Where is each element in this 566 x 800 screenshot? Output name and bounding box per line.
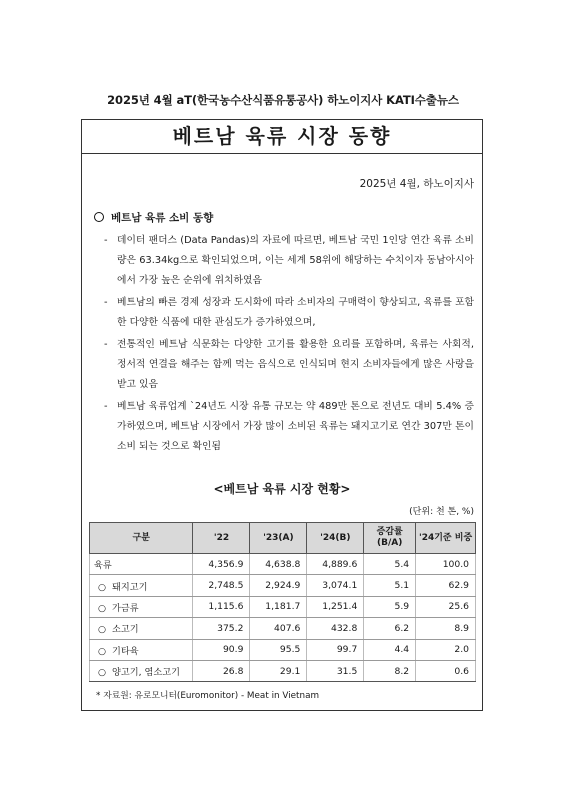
cell-v23: 29.1 [250, 660, 307, 681]
meat-market-table [89, 522, 476, 682]
bullet-text: 베트남의 빠른 경제 성장과 도시화에 따라 소비자의 구매력이 향상되고, 육류를 포함한 다양한 식품에 대한 관심도가 증가하였으며, [117, 297, 474, 328]
table-title: <베트남 육류 시장 현황> [213, 482, 351, 496]
row-label [90, 639, 193, 660]
bullet-item [104, 293, 474, 333]
column-header: 구분 [90, 523, 193, 554]
cell-v23: 1,181.7 [250, 596, 307, 617]
cell-growth: 4.4 [364, 639, 416, 660]
cell-growth: 5.1 [364, 575, 416, 596]
cell-growth: 5.4 [364, 554, 416, 575]
sub-item-circle-icon: ○ [98, 581, 107, 593]
column-header: 증감률 (B/A) [364, 523, 416, 554]
source-note: * 자료원: 유로모니터(Euromonitor) - Meat in Vietnam [96, 691, 320, 701]
cell-v23: 4,638.8 [250, 554, 307, 575]
table-row [90, 596, 476, 617]
row-label-text: 육류 [94, 560, 112, 572]
cell-v24: 4,889.6 [307, 554, 364, 575]
row-label [90, 575, 193, 596]
cell-v23: 2,924.9 [250, 575, 307, 596]
cell-growth: 5.9 [364, 596, 416, 617]
row-label [90, 554, 193, 575]
report-frame [81, 119, 483, 711]
cell-share: 2.0 [416, 639, 476, 660]
bullet-item [104, 231, 474, 291]
cell-v24: 31.5 [307, 660, 364, 681]
sub-item-circle-icon: ○ [98, 602, 107, 614]
column-header: '22 [193, 523, 250, 554]
table-header-row [90, 523, 476, 554]
column-header: '24기준 비중 [416, 523, 476, 554]
row-label-text: 양고기, 염소고기 [112, 667, 180, 679]
row-label-text: 가금류 [112, 602, 139, 614]
report-date: 2025년 4월, 하노이지사 [359, 178, 474, 190]
sub-item-circle-icon: ○ [98, 667, 107, 679]
dash-icon: - [104, 235, 108, 246]
sub-item-circle-icon: ○ [98, 624, 107, 636]
cell-v23: 407.6 [250, 618, 307, 639]
cell-growth: 8.2 [364, 660, 416, 681]
cell-share: 100.0 [416, 554, 476, 575]
cell-growth: 6.2 [364, 618, 416, 639]
bullet-text: 베트남 육류업계 `24년도 시장 유통 규모는 약 489만 톤으로 전년도 대비 5.4% 증가하였으며, 베트남 시장에서 가장 많이 소비된 육류는 돼지고기로 연간 307만 톤이 소비 되는 것으로 확인됨 [117, 401, 474, 452]
cell-v22: 26.8 [193, 660, 250, 681]
cell-v22: 1,115.6 [193, 596, 250, 617]
cell-v24: 432.8 [307, 618, 364, 639]
dash-icon: - [104, 401, 108, 412]
section-heading [94, 210, 213, 225]
bullet-item [104, 335, 474, 395]
cell-v22: 2,748.5 [193, 575, 250, 596]
cell-v22: 4,356.9 [193, 554, 250, 575]
bullet-text: 전통적인 베트남 식문화는 다양한 고기를 활용한 요리를 포함하며, 육류는 사회적, 정서적 연결을 해주는 함께 먹는 음식으로 인식되며 현지 소비자들에게 많은 사랑을 받고 있음 [117, 339, 474, 390]
cell-v24: 1,251.4 [307, 596, 364, 617]
column-header: '23(A) [250, 523, 307, 554]
column-header: '24(B) [307, 523, 364, 554]
newsletter-header: 2025년 4월 aT(한국농수산식품유통공사) 하노이지사 KATI수출뉴스 [107, 93, 459, 107]
cell-share: 0.6 [416, 660, 476, 681]
cell-v22: 90.9 [193, 639, 250, 660]
sub-item-circle-icon: ○ [98, 645, 107, 657]
cell-share: 8.9 [416, 618, 476, 639]
bullet-item [104, 397, 474, 457]
table-row [90, 660, 476, 681]
table-unit: (단위: 천 톤, %) [409, 507, 474, 517]
table-row [90, 618, 476, 639]
row-label [90, 596, 193, 617]
table-row [90, 639, 476, 660]
cell-v23: 95.5 [250, 639, 307, 660]
row-label [90, 660, 193, 681]
cell-v24: 3,074.1 [307, 575, 364, 596]
cell-share: 62.9 [416, 575, 476, 596]
row-label-text: 소고기 [112, 624, 139, 636]
row-label [90, 618, 193, 639]
table-row [90, 575, 476, 596]
cell-v24: 99.7 [307, 639, 364, 660]
bullet-list [104, 231, 474, 459]
bullet-text: 데이터 팬더스 (Data Pandas)의 자료에 따르면, 베트남 국민 1인당 연간 육류 소비량은 63.34kg으로 확인되었으며, 이는 세계 58위에 해당하는 수치이자 동남아시아에서 가장 높은 순위에 위치하였음 [117, 235, 474, 286]
dash-icon: - [104, 297, 108, 308]
cell-share: 25.6 [416, 596, 476, 617]
dash-icon: - [104, 339, 108, 350]
report-title: 베트남 육류 시장 동향 [82, 120, 482, 154]
row-label-text: 돼지고기 [112, 581, 148, 593]
table-row [90, 554, 476, 575]
row-label-text: 기타육 [112, 645, 139, 657]
cell-v22: 375.2 [193, 618, 250, 639]
circle-bullet-icon [94, 212, 104, 222]
section-heading-text: 베트남 육류 소비 동향 [111, 212, 214, 224]
